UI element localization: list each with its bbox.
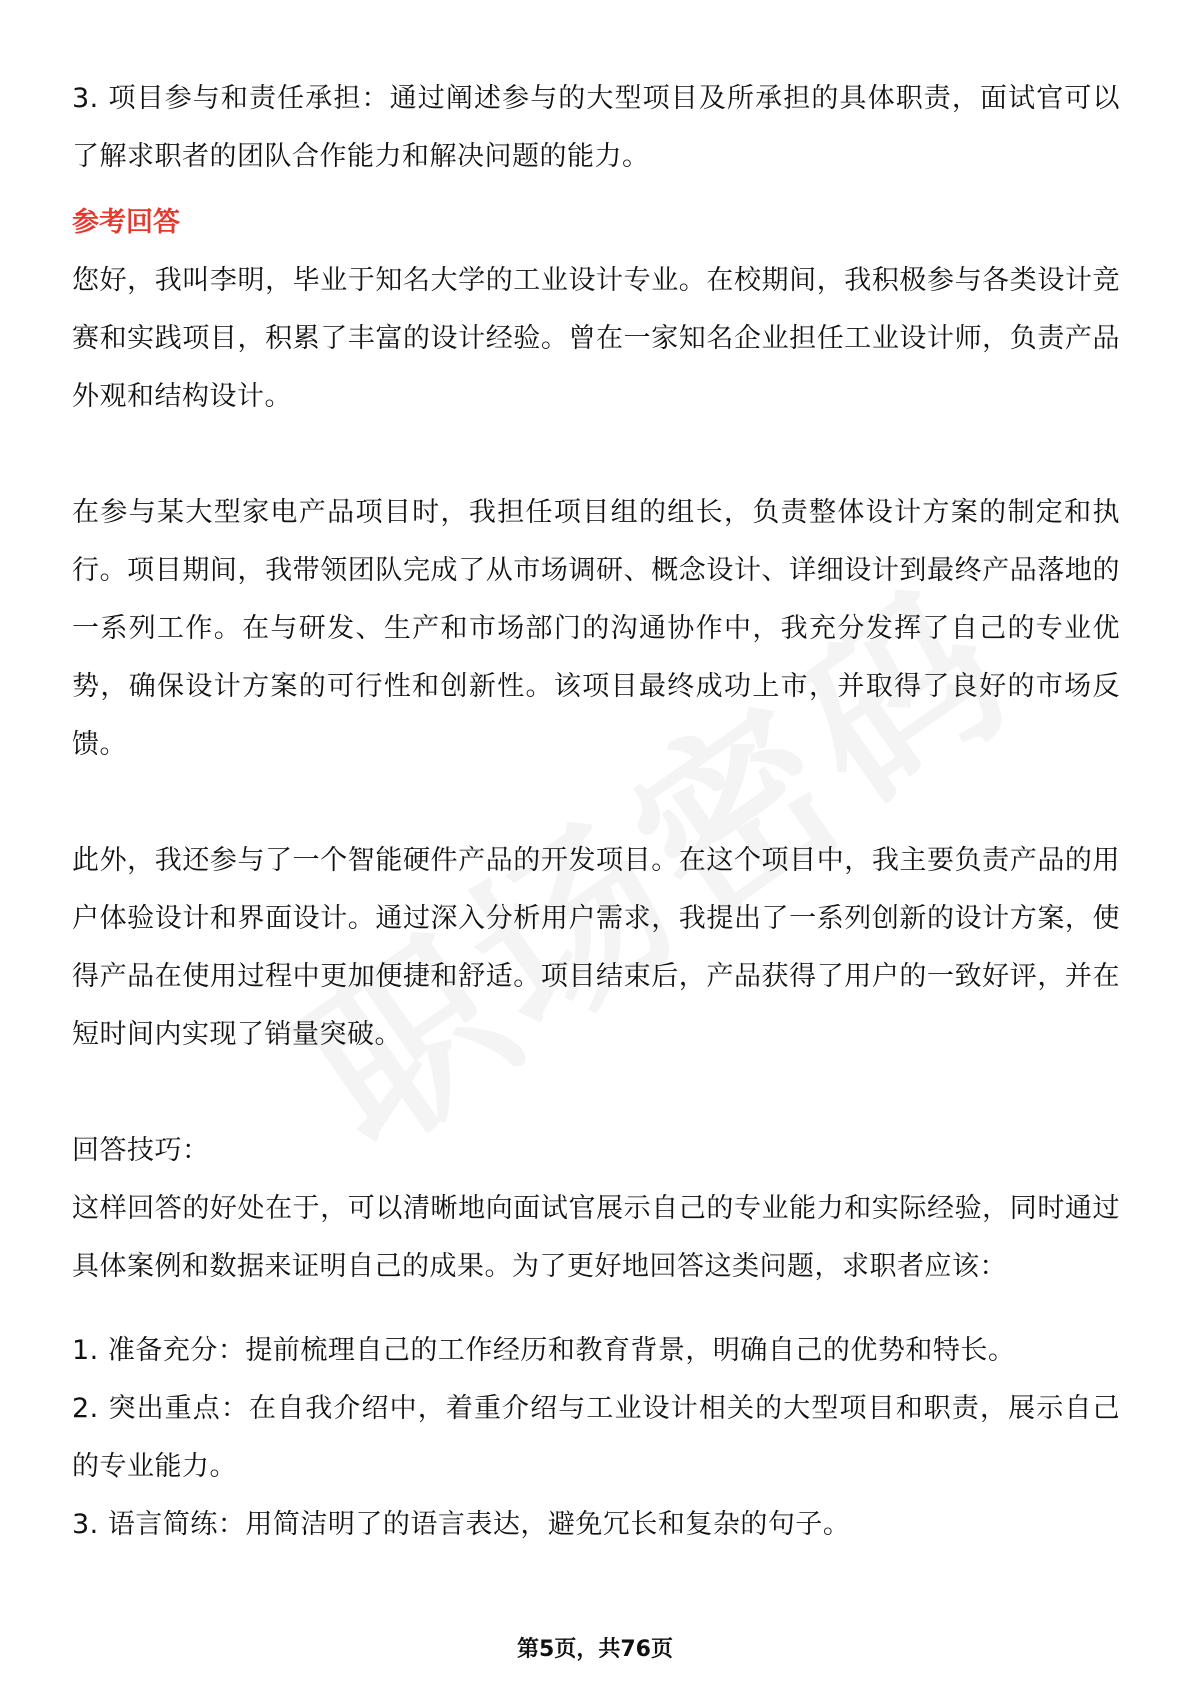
answer-heading: 参考回答 (72, 207, 180, 238)
tips-heading: 回答技巧： (72, 1135, 210, 1166)
answer-paragraph-3: 此外，我还参与了一个智能硬件产品的开发项目。在这个项目中，我主要负责产品的用户体验设计和界面设计。通过深入分析用户需求，我提出了一系列创新的设计方案，使得产品在使用过程中更加便捷和舒适。项目结束后，产品获得了用户的一致好评，并在短时间内实现了销量突破。 (72, 845, 1120, 1050)
tip-item: 2. 突出重点：在自我介绍中，着重介绍与工业设计相关的大型项目和职责，展示自己的专业能力。 (72, 1393, 1120, 1482)
page-number: 第5页，共76页 (517, 1637, 673, 1662)
document-body (72, 70, 1120, 1554)
answer-paragraph-1: 您好，我叫李明，毕业于知名大学的工业设计专业。在校期间，我积极参与各类设计竞赛和实践项目，积累了丰富的设计经验。曾在一家知名企业担任工业设计师，负责产品外观和结构设计。 (72, 265, 1120, 412)
tip-item: 3. 语言简练：用简洁明了的语言表达，避免冗长和复杂的句子。 (72, 1509, 851, 1540)
tip-item: 1. 准备充分：提前梳理自己的工作经历和教育背景，明确自己的优势和特长。 (72, 1335, 1016, 1366)
list-item-project-participation: 3. 项目参与和责任承担：通过阐述参与的大型项目及所承担的具体职责，面试官可以了解求职者的团队合作能力和解决问题的能力。 (72, 83, 1120, 172)
tips-intro: 这样回答的好处在于，可以清晰地向面试官展示自己的专业能力和实际经验，同时通过具体案例和数据来证明自己的成果。为了更好地回答这类问题，求职者应该： (72, 1193, 1120, 1282)
answer-paragraph-2: 在参与某大型家电产品项目时，我担任项目组的组长，负责整体设计方案的制定和执行。项目期间，我带领团队完成了从市场调研、概念设计、详细设计到最终产品落地的一系列工作。在与研发、生产和市场部门的沟通协作中，我充分发挥了自己的专业优势，确保设计方案的可行性和创新性。该项目最终成功上市，并取得了良好的市场反馈。 (72, 497, 1120, 760)
